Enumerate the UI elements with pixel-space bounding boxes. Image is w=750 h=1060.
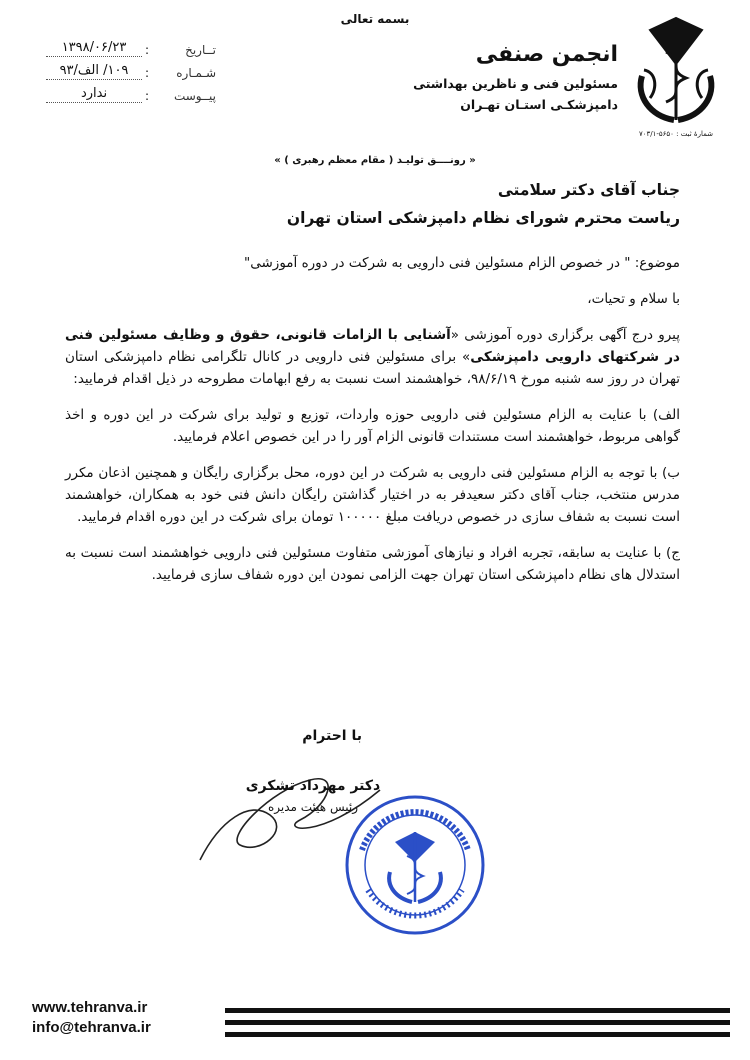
signer-name: دکتر مهرداد تشکری [245,778,381,794]
closing-regards: با احترام [302,728,362,744]
year-motto: « رونــــق تولیـد ( مقام معظم رهبری ) » [274,155,476,166]
signer-title: رئیس هیئت مدیره [267,800,358,814]
meta-attachment-row: پیــوست : ندارد [46,80,216,103]
organization-region: دامپزشکـی استـان تهـران [460,97,618,112]
letter-body [65,176,680,586]
recipient-title: ریاست محترم شورای نظام دامپزشکی استان تهران [286,209,680,227]
number-value: ۱۰۹/ الف/۹۳ [46,63,142,80]
date-value: ۱۳۹۸/۰۶/۲۳ [46,40,142,57]
salutation: با سلام و تحیات، [587,291,680,307]
email-link[interactable]: info@tehranva.ir [32,1019,151,1036]
number-label: شـمـاره [176,66,216,80]
paragraph-be: ب) با توجه به الزام مسئولین فنی دارویی به شرکت در این دوره، محل برگزاری رایگان و همچنین اذعان مکرر مدرس منتخب، جناب آقای دکتر سعیدفر به در اختیار گذاشتن رایگان دانش فنی خود به همکاران، خواهشمند است نسبت به شفاف سازی در خصوص دریافت مبلغ ۱۰۰۰۰۰ تومان برای شرکت در این دوره اقدام فرمایید. [65,465,680,525]
website-link[interactable]: www.tehranva.ir [32,999,148,1016]
letter-meta [46,34,216,103]
meta-number-row: شـمـاره : ۱۰۹/ الف/۹۳ [46,57,216,80]
footer-decorative-bars [225,1000,730,1040]
paragraph-intro: پیرو درج آگهی برگزاری دوره آموزشی «آشنایی با الزامات قانونی، حقوق و وظایف مسئولین فنی در شرکتهای دارویی دامپزشکی» برای مسئولین فنی دارویی در کانال تلگرامی نظام دامپزشکی استان تهران در روز سه شنبه مورخ ۹۸/۶/۱۹، خواهشمند است نسبت به رفع ابهامات مطروحه در ذیل اقدام فرمایید: [65,327,680,387]
association-logo [630,12,722,140]
paragraph-jim: ج) با عنایت به سابقه، تجربه افراد و نیازهای آموزشی متفاوت مسئولین فنی دارویی خواهشمند است نسبت به استدلال های نظام دامپزشکی استان تهران جهت الزامی نمودن این دوره شفاف سازی فرمایید. [65,545,680,583]
course-title: آشنایی با الزامات قانونی، حقوق و وظایف مسئولین فنی در شرکتهای دارویی دامپزشکی [65,327,680,365]
basmala-heading: بسمه تعالی [340,12,410,26]
organization-name: انجمن صنفی [475,42,618,67]
official-stamp [340,790,490,940]
attachment-value: ندارد [46,86,142,103]
letter-subject: موضوع: " در خصوص الزام مسئولین فنی دارویی به شرکت در دوره آموزشی" [244,255,680,271]
paragraph-alef: الف) با عنایت به الزام مسئولین فنی دارویی حوزه واردات، توزیع و تولید برای شرکت در این دوره و اخذ گواهی مربوط، خواهشمند است مستندات قانونی الزام آور را در این خصوص اعلام فرمایید. [65,407,680,445]
registration-number: شمارهٔ ثبت : ۵۶۵۰-۷۰۳/۱ [638,130,714,138]
recipient-name: جناب آقای دکتر سلامتی [497,181,680,199]
meta-date-row: تــاریخ : ۱۳۹۸/۰۶/۲۳ [46,34,216,57]
date-label: تــاریخ [185,43,216,57]
attachment-label: پیــوست [173,89,216,103]
organization-block [358,42,618,115]
organization-subtitle: مسئولین فنی و ناظرین بهداشتی [413,76,618,91]
